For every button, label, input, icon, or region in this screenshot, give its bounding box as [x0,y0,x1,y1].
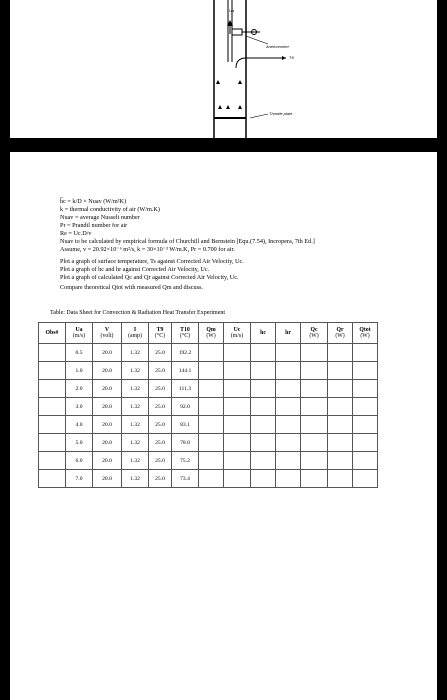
table-row [39,362,378,380]
table-cell [353,362,378,380]
table-cell: 20.0 [93,344,122,362]
table-cell [39,434,66,452]
table-cell [39,362,66,380]
column-header-unit: (°C) [179,333,191,339]
table-cell [301,470,328,488]
column-header-name: Obs# [45,329,59,336]
table-cell: 1.32 [122,362,149,380]
table-cell [224,434,251,452]
table-row [39,434,378,452]
table-cell [301,380,328,398]
column-header [353,323,378,344]
table-cell [353,416,378,434]
table-cell: 20.0 [93,380,122,398]
table-cell: 4.0 [66,416,93,434]
column-header-name: T10 [180,326,190,333]
column-header [122,323,149,344]
table-cell [251,434,276,452]
column-header-name: T9 [156,326,164,333]
table-cell [353,434,378,452]
table-row [39,380,378,398]
table-cell [199,362,224,380]
instruction-plot-q: Plot a graph of calculated Qc and Qr against Corrected Air Velocity, Uc. [60,274,239,281]
column-header-unit: (W) [309,333,319,339]
table-cell: 20.0 [93,434,122,452]
assumptions: Assume, v = 20.92×10⁻⁶ m²/s, k = 30×10⁻³ W/m.K, Pr = 0.700 for air. [60,246,235,253]
table-cell: 25.0 [149,470,172,488]
table-cell [224,470,251,488]
table-cell: 20.0 [93,362,122,380]
table-cell [328,434,353,452]
column-header-unit: (m/s) [230,333,244,339]
table-cell: 20.0 [93,398,122,416]
table-body [39,344,378,488]
table-cell: 1.32 [122,398,149,416]
table-cell [276,434,301,452]
formula-hc: h̅c = k/D × Nuav (W/m²K) [60,198,127,205]
table-cell [276,470,301,488]
document-page [10,152,437,700]
table-header-row [39,323,378,344]
column-header [251,323,276,344]
table-cell [328,416,353,434]
table-row [39,470,378,488]
table-cell [301,398,328,416]
column-header-name: V [104,326,110,333]
table-cell [251,362,276,380]
table-cell [276,416,301,434]
definition-k: k = thermal conductivity of air (W/m.K) [60,206,160,213]
column-header-unit: (W) [360,333,370,339]
table-cell: 192.2 [172,344,199,362]
column-header-unit: (W) [335,333,345,339]
table-cell [276,344,301,362]
column-header-name: Uc [233,326,241,333]
table-cell [39,344,66,362]
table-cell [353,452,378,470]
column-header [301,323,328,344]
column-header-unit: (°C) [154,333,166,339]
apparatus-diagram-page [10,0,437,138]
table-cell: 2.0 [66,380,93,398]
table-cell [39,398,66,416]
column-header [224,323,251,344]
definition-pr: Pr = Prandtl number for air [60,222,128,229]
table-cell: 1.32 [122,434,149,452]
table-row [39,398,378,416]
table-cell: 6.0 [66,452,93,470]
column-header-name: Qr [336,326,344,333]
column-header [93,323,122,344]
table-cell [199,398,224,416]
table-cell [353,470,378,488]
table-cell [328,398,353,416]
table-cell [39,470,66,488]
table-cell: 73.4 [172,470,199,488]
table-cell [276,398,301,416]
instruction-plot-h: Plot a graph of hc and hr against Corrected Air Velocity, Uc. [60,266,210,273]
table-cell: 92.0 [172,398,199,416]
table-cell [301,344,328,362]
table-cell [353,344,378,362]
table-cell [39,380,66,398]
table-cell: 25.0 [149,434,172,452]
definition-nuav: Nuav = average Nusselt number [60,214,140,221]
table-cell: 144.1 [172,362,199,380]
table-cell [251,344,276,362]
table-cell [199,452,224,470]
column-header [66,323,93,344]
table-cell [251,380,276,398]
formula-re: Re = Uc.D/v [60,230,92,237]
table-cell: 1.0 [66,362,93,380]
table-cell: 25.0 [149,380,172,398]
column-header [172,323,199,344]
table-cell: 111.3 [172,380,199,398]
table-cell [301,362,328,380]
table-cell: 83.1 [172,416,199,434]
data-sheet-table [38,322,378,488]
table-cell [199,416,224,434]
table-cell [224,362,251,380]
column-header-name: Qtot [359,326,371,333]
column-header-unit: (amp) [128,333,142,339]
table-cell [199,434,224,452]
column-header [39,323,66,344]
table-cell: 0.5 [66,344,93,362]
table-cell: 5.0 [66,434,93,452]
table-cell [39,416,66,434]
column-header-unit: (m/s) [72,333,86,339]
label-throttle-plate: Throttle plate [269,111,293,116]
table-cell [301,452,328,470]
table-cell [353,380,378,398]
table-caption: Table: Data Sheet for Convection & Radiation Heat Transfer Experiment [50,310,226,316]
table-cell: 25.0 [149,362,172,380]
table-cell [328,380,353,398]
table-cell [251,398,276,416]
table-cell [276,452,301,470]
table-cell [199,380,224,398]
table-cell: 25.0 [149,452,172,470]
apparatus-diagram [10,0,437,138]
table-cell [199,470,224,488]
table-row [39,452,378,470]
column-header [328,323,353,344]
table-cell [276,380,301,398]
table-cell [301,434,328,452]
table-cell [251,416,276,434]
column-header-name: Qc [310,326,318,333]
table-cell: 7.0 [66,470,93,488]
table-cell: 20.0 [93,416,122,434]
column-header-name: Ua [75,326,83,333]
table-cell [224,344,251,362]
table-cell: 1.32 [122,344,149,362]
table-cell [224,398,251,416]
table-cell [224,452,251,470]
table-cell: 1.32 [122,452,149,470]
label-anemometer: Anemometer [266,44,289,49]
table-cell: 1.32 [122,470,149,488]
table-cell [301,416,328,434]
instruction-compare: Compare theoretical Qtot with measured Qm and discuss. [60,284,203,291]
column-header-name: Qm [206,326,216,333]
column-header [276,323,301,344]
column-header-name: I [133,326,137,333]
table-cell [328,344,353,362]
table-cell [39,452,66,470]
instruction-plot-ts: Plot a graph of surface temperature, Ts against Corrected Air Velocity, Uc. [60,258,244,265]
table-cell: 75.2 [172,452,199,470]
table-cell: 1.32 [122,380,149,398]
instruction-nuav: Nuav to be calculated by empirical formula of Churchill and Bernstein [Equ.(7.54), Incropera, 7th Ed.] [60,238,315,245]
table-cell [328,470,353,488]
table-row [39,416,378,434]
table-cell [353,398,378,416]
table-cell [328,362,353,380]
table-cell: 20.0 [93,452,122,470]
column-header [199,323,224,344]
column-header-unit: (volt) [100,333,114,339]
label-t9: T9 [289,55,294,60]
column-header-name: hc [260,329,266,336]
table-cell: 20.0 [93,470,122,488]
table-cell [199,344,224,362]
table-cell: 78.0 [172,434,199,452]
table-row [39,344,378,362]
table-cell [224,416,251,434]
table-cell [224,380,251,398]
table-cell: 25.0 [149,344,172,362]
table-cell [276,362,301,380]
table-cell: 3.0 [66,398,93,416]
table-cell [328,452,353,470]
column-header-name: hr [285,329,291,336]
column-header [149,323,172,344]
table-cell: 1.32 [122,416,149,434]
column-header-unit: (W) [206,333,216,339]
label-ua: Ua [229,8,235,13]
table-cell: 25.0 [149,398,172,416]
table-cell: 25.0 [149,416,172,434]
table-cell [251,470,276,488]
table-cell [251,452,276,470]
